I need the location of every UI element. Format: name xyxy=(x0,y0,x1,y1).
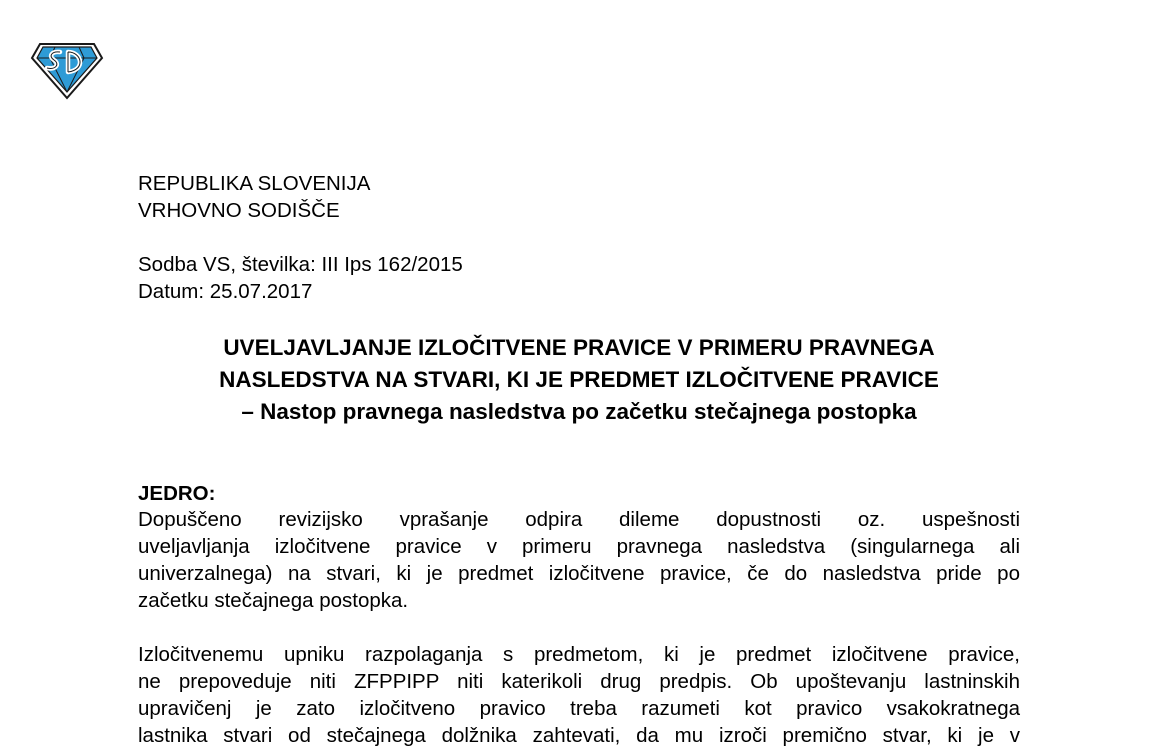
court-header xyxy=(138,170,370,224)
paragraph-1 xyxy=(138,506,1020,614)
section-heading: JEDRO: xyxy=(138,482,216,505)
paragraph-line: Dopuščeno revizijsko vprašanje odpira dileme dopustnosti oz. uspešnosti xyxy=(138,508,1020,531)
paragraph-line: uveljavljanja izločitvene pravice v primeru pravnega nasledstva (singularnega ali xyxy=(138,535,1020,558)
paragraph-line: lastnika stvari od stečajnega dolžnika zahtevati, da mu izroči premično stvar, ki je v xyxy=(138,724,1020,747)
paragraph-2 xyxy=(138,641,1020,749)
court-diamond-logo-icon xyxy=(30,40,104,100)
case-meta xyxy=(138,251,463,305)
header-court: VRHOVNO SODIŠČE xyxy=(138,199,340,222)
title-line-2: NASLEDSTVA NA STVARI, KI JE PREDMET IZLOČITVENE PRAVICE xyxy=(219,367,939,392)
paragraph-line: ne prepoveduje niti ZFPPIPP niti katerikoli drug predpis. Ob upoštevanju lastninskih xyxy=(138,670,1020,693)
case-date: Datum: 25.07.2017 xyxy=(138,280,313,303)
paragraph-line: Izločitvenemu upniku razpolaganja s predmetom, ki je predmet izločitvene pravice, xyxy=(138,643,1020,666)
header-country: REPUBLIKA SLOVENIJA xyxy=(138,172,371,195)
title-line-3: – Nastop pravnega nasledstva po začetku stečajnega postopka xyxy=(241,399,917,424)
paragraph-line: upravičenj je zato izločitveno pravico treba razumeti kot pravico vsakokratnega xyxy=(138,697,1020,720)
paragraph-line: začetku stečajnega postopka. xyxy=(138,589,409,612)
document-title xyxy=(138,332,1020,428)
court-logo xyxy=(30,40,104,100)
title-line-1: UVELJAVLJANJE IZLOČITVENE PRAVICE V PRIMERU PRAVNEGA xyxy=(223,335,935,360)
paragraph-line: univerzalnega) na stvari, ki je predmet izločitvene pravice, če do nasledstva pride po xyxy=(138,562,1020,585)
case-number: Sodba VS, številka: III Ips 162/2015 xyxy=(138,253,463,276)
